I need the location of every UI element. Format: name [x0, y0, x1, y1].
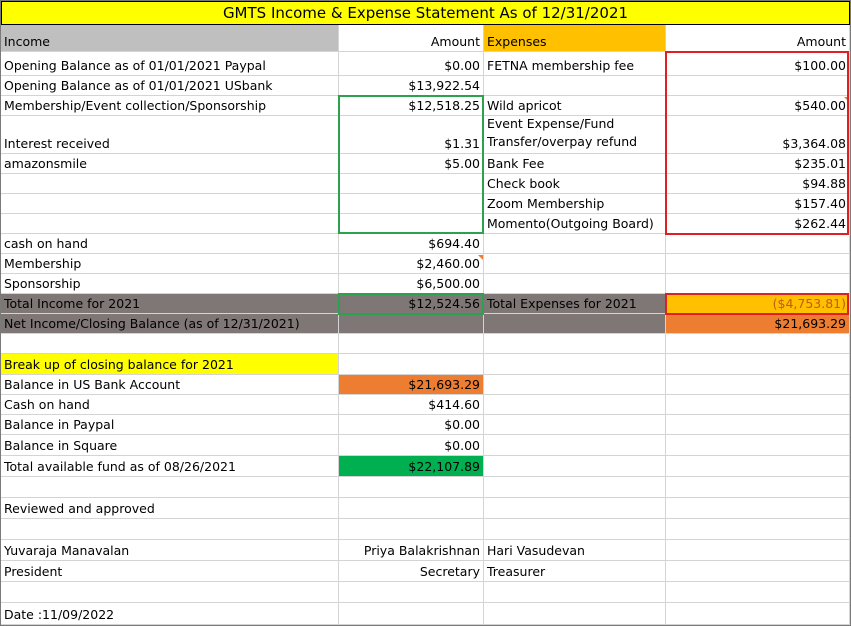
empty-cell[interactable] — [339, 603, 484, 625]
reviewed-label[interactable]: Reviewed and approved — [1, 498, 339, 519]
closing-row-label[interactable]: Balance in Square — [1, 435, 339, 456]
empty-cell[interactable] — [1, 519, 339, 540]
income-amount-header[interactable]: Amount — [339, 25, 484, 52]
empty-cell[interactable] — [484, 375, 666, 395]
empty-cell[interactable] — [666, 561, 850, 582]
signatory-role[interactable]: President — [1, 561, 339, 582]
empty-cell[interactable] — [484, 334, 666, 354]
comment-indicator-icon[interactable] — [478, 255, 483, 260]
empty-cell[interactable] — [484, 519, 666, 540]
empty-cell[interactable] — [666, 234, 850, 254]
expense-row-amount[interactable]: $235.01 — [666, 154, 850, 174]
empty-cell[interactable] — [484, 354, 666, 375]
expenses-header[interactable]: Expenses — [484, 25, 666, 52]
income-row-label[interactable]: Opening Balance as of 01/01/2021 USbank — [1, 76, 339, 96]
empty-cell[interactable] — [1, 174, 339, 194]
expense-row-amount[interactable]: $94.88 — [666, 174, 850, 194]
empty-cell[interactable] — [666, 519, 850, 540]
empty-cell[interactable] — [484, 456, 666, 477]
income-row-label[interactable]: Interest received — [1, 116, 339, 154]
total-available-fund-amount[interactable]: $22,107.89 — [339, 456, 484, 477]
closing-row-amount[interactable]: $21,693.29 — [339, 375, 484, 395]
empty-cell[interactable] — [1, 214, 339, 234]
empty-cell[interactable] — [666, 498, 850, 519]
closing-row-amount[interactable]: $0.00 — [339, 415, 484, 435]
empty-cell[interactable] — [484, 435, 666, 456]
empty-cell[interactable] — [484, 274, 666, 294]
empty-cell[interactable] — [1, 477, 339, 498]
empty-cell[interactable] — [484, 314, 666, 334]
comment-indicator-icon[interactable] — [844, 97, 849, 102]
income-row-amount[interactable]: $0.00 — [339, 52, 484, 76]
closing-balance-header[interactable]: Break up of closing balance for 2021 — [1, 354, 339, 375]
expense-amount-header[interactable]: Amount — [666, 25, 850, 52]
expense-row-label[interactable]: Momento(Outgoing Board) — [484, 214, 666, 234]
expense-row-label[interactable]: FETNA membership fee — [484, 52, 666, 76]
expense-row-label[interactable]: Check book — [484, 174, 666, 194]
income-row-label[interactable]: Opening Balance as of 01/01/2021 Paypal — [1, 52, 339, 76]
signatory-name[interactable]: Priya Balakrishnan — [339, 540, 484, 561]
net-income-amount[interactable]: $21,693.29 — [666, 314, 850, 334]
empty-cell[interactable] — [666, 603, 850, 625]
income-header[interactable]: Income — [1, 25, 339, 52]
empty-cell[interactable] — [484, 395, 666, 415]
breakdown-label[interactable]: cash on hand — [1, 234, 339, 254]
empty-cell[interactable] — [484, 415, 666, 435]
expense-row-amount[interactable]: $157.40 — [666, 194, 850, 214]
breakdown-label[interactable]: Sponsorship — [1, 274, 339, 294]
expense-row-amount[interactable]: $540.00 — [666, 96, 850, 116]
empty-cell[interactable] — [339, 194, 484, 214]
empty-cell[interactable] — [666, 274, 850, 294]
date-label[interactable]: Date :11/09/2022 — [1, 603, 339, 625]
empty-cell[interactable] — [1, 194, 339, 214]
empty-cell[interactable] — [339, 214, 484, 234]
signatory-role[interactable]: Secretary — [339, 561, 484, 582]
empty-cell[interactable] — [666, 415, 850, 435]
empty-cell[interactable] — [666, 354, 850, 375]
total-income-label[interactable]: Total Income for 2021 — [1, 294, 339, 314]
income-row-amount[interactable]: $5.00 — [339, 154, 484, 174]
statement-title[interactable]: GMTS Income & Expense Statement As of 12/31/2021 — [1, 1, 850, 25]
closing-row-label[interactable]: Cash on hand — [1, 395, 339, 415]
empty-cell[interactable] — [484, 254, 666, 274]
income-row-amount[interactable]: $13,922.54 — [339, 76, 484, 96]
signatory-role[interactable]: Treasurer — [484, 561, 666, 582]
empty-cell[interactable] — [666, 582, 850, 603]
empty-cell[interactable] — [339, 498, 484, 519]
expense-row-amount[interactable]: $262.44 — [666, 214, 850, 234]
empty-cell[interactable] — [666, 456, 850, 477]
closing-row-label[interactable]: Balance in Paypal — [1, 415, 339, 435]
empty-cell[interactable] — [339, 334, 484, 354]
empty-cell[interactable] — [666, 435, 850, 456]
expense-row-label[interactable]: Bank Fee — [484, 154, 666, 174]
breakdown-amount[interactable]: $694.40 — [339, 234, 484, 254]
breakdown-amount[interactable]: $6,500.00 — [339, 274, 484, 294]
breakdown-amount[interactable]: $2,460.00 — [339, 254, 484, 274]
empty-cell[interactable] — [484, 498, 666, 519]
income-row-label[interactable]: amazonsmile — [1, 154, 339, 174]
closing-row-label[interactable]: Total available fund as of 08/26/2021 — [1, 456, 339, 477]
empty-cell[interactable] — [339, 354, 484, 375]
breakdown-label[interactable]: Membership — [1, 254, 339, 274]
empty-cell[interactable] — [666, 375, 850, 395]
signatory-name[interactable]: Yuvaraja Manavalan — [1, 540, 339, 561]
total-expenses-label[interactable]: Total Expenses for 2021 — [484, 294, 666, 314]
closing-row-amount[interactable]: $0.00 — [339, 435, 484, 456]
empty-cell[interactable] — [484, 477, 666, 498]
signatory-name[interactable]: Hari Vasudevan — [484, 540, 666, 561]
net-income-label[interactable]: Net Income/Closing Balance (as of 12/31/2021) — [1, 314, 339, 334]
total-income-amount[interactable]: $12,524.56 — [339, 294, 484, 314]
empty-cell[interactable] — [484, 234, 666, 254]
empty-cell[interactable] — [484, 582, 666, 603]
expense-empty-cell[interactable] — [666, 76, 850, 96]
closing-row-amount[interactable]: $414.60 — [339, 395, 484, 415]
empty-cell[interactable] — [666, 540, 850, 561]
total-expenses-amount[interactable]: ($4,753.81) — [666, 294, 850, 314]
empty-cell[interactable] — [339, 519, 484, 540]
empty-cell[interactable] — [484, 603, 666, 625]
empty-cell[interactable] — [666, 334, 850, 354]
closing-row-label[interactable]: Balance in US Bank Account — [1, 375, 339, 395]
expense-row-amount[interactable]: $100.00 — [666, 52, 850, 76]
empty-cell[interactable] — [339, 174, 484, 194]
empty-cell[interactable] — [666, 395, 850, 415]
expense-row-label[interactable]: Wild apricot — [484, 96, 666, 116]
empty-cell[interactable] — [339, 582, 484, 603]
empty-cell[interactable] — [339, 477, 484, 498]
expense-row-amount[interactable]: $3,364.08 — [666, 116, 850, 154]
income-row-amount[interactable]: $12,518.25 — [339, 96, 484, 116]
empty-cell[interactable] — [1, 334, 339, 354]
empty-cell[interactable] — [1, 582, 339, 603]
empty-cell[interactable] — [666, 254, 850, 274]
empty-cell[interactable] — [666, 477, 850, 498]
income-row-label[interactable]: Membership/Event collection/Sponsorship — [1, 96, 339, 116]
empty-cell[interactable] — [339, 314, 484, 334]
expense-empty-cell[interactable] — [484, 76, 666, 96]
expense-row-label[interactable]: Event Expense/Fund Transfer/overpay refund — [484, 116, 666, 154]
expense-row-label[interactable]: Zoom Membership — [484, 194, 666, 214]
income-row-amount[interactable]: $1.31 — [339, 116, 484, 154]
